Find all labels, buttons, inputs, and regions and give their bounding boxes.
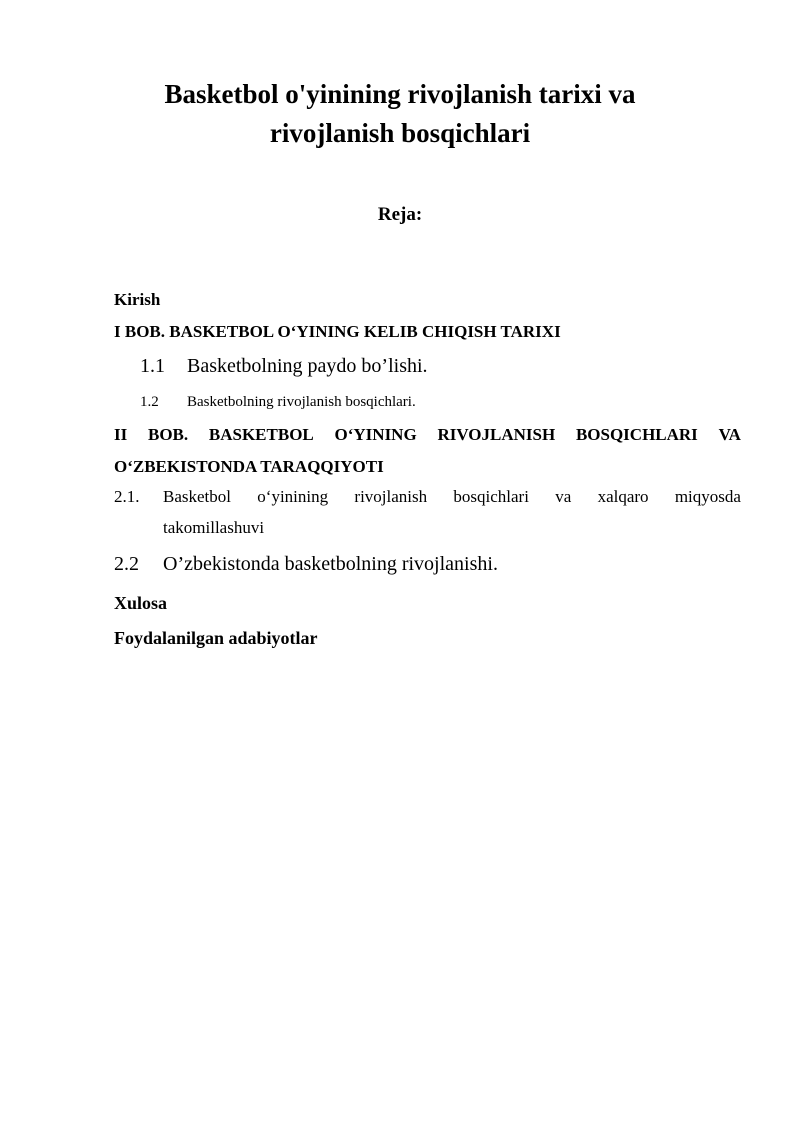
toc-section-2-1-word: xalqaro xyxy=(597,487,649,506)
toc-section-1-2-number: 1.2 xyxy=(140,394,159,410)
toc-chapter-2-line-1 xyxy=(114,425,741,445)
toc-section-1-1-text: Basketbolning paydo bo’lishi. xyxy=(187,355,428,377)
toc-chapter-2-word: VA xyxy=(718,425,741,444)
toc-section-2-1-word: bosqichlari xyxy=(453,487,529,506)
toc-section-2-1-word: miqyosda xyxy=(674,487,741,506)
toc-section-2-1-number: 2.1. xyxy=(114,487,140,506)
document-title-line-2: rivojlanish bosqichlari xyxy=(269,118,531,148)
toc-chapter-2-word: II xyxy=(114,425,128,444)
toc-section-2-1-word: rivojlanish xyxy=(354,487,428,506)
toc-intro: Kirish xyxy=(114,290,161,309)
toc-chapter-2-word: RIVOJLANISH xyxy=(437,425,556,444)
toc-chapter-2-word: BASKETBOL xyxy=(208,425,314,444)
toc-references: Foydalanilgan adabiyotlar xyxy=(114,628,318,648)
plan-heading: Reja: xyxy=(377,204,423,225)
toc-section-2-1-word: o‘yinining xyxy=(257,487,329,506)
toc-section-2-1-word: Basketbol xyxy=(163,487,231,506)
toc-chapter-2-line-2: O‘ZBEKISTONDA TARAQQIYOTI xyxy=(114,457,384,476)
toc-chapter-1: I BOB. BASKETBOL O‘YINING KELIB CHIQISH TARIXI xyxy=(114,322,561,341)
toc-section-2-2-number: 2.2 xyxy=(114,553,139,575)
document-title-line-1: Basketbol o'yinining rivojlanish tarixi va xyxy=(164,79,636,109)
toc-section-1-2-text: Basketbolning rivojlanish bosqichlari. xyxy=(187,394,416,410)
toc-section-2-1-line-1 xyxy=(163,487,741,507)
toc-section-1-1-number: 1.1 xyxy=(140,355,165,377)
toc-conclusion: Xulosa xyxy=(114,593,168,613)
toc-chapter-2-word: BOB. xyxy=(147,425,189,444)
toc-section-2-1-word: va xyxy=(555,487,572,506)
toc-chapter-2-word: O‘YINING xyxy=(334,425,417,444)
toc-chapter-2-word: BOSQICHLARI xyxy=(575,425,698,444)
toc-section-2-2-text: O’zbekistonda basketbolning rivojlanishi. xyxy=(163,553,498,575)
toc-section-2-1-line-2: takomillashuvi xyxy=(163,518,265,537)
